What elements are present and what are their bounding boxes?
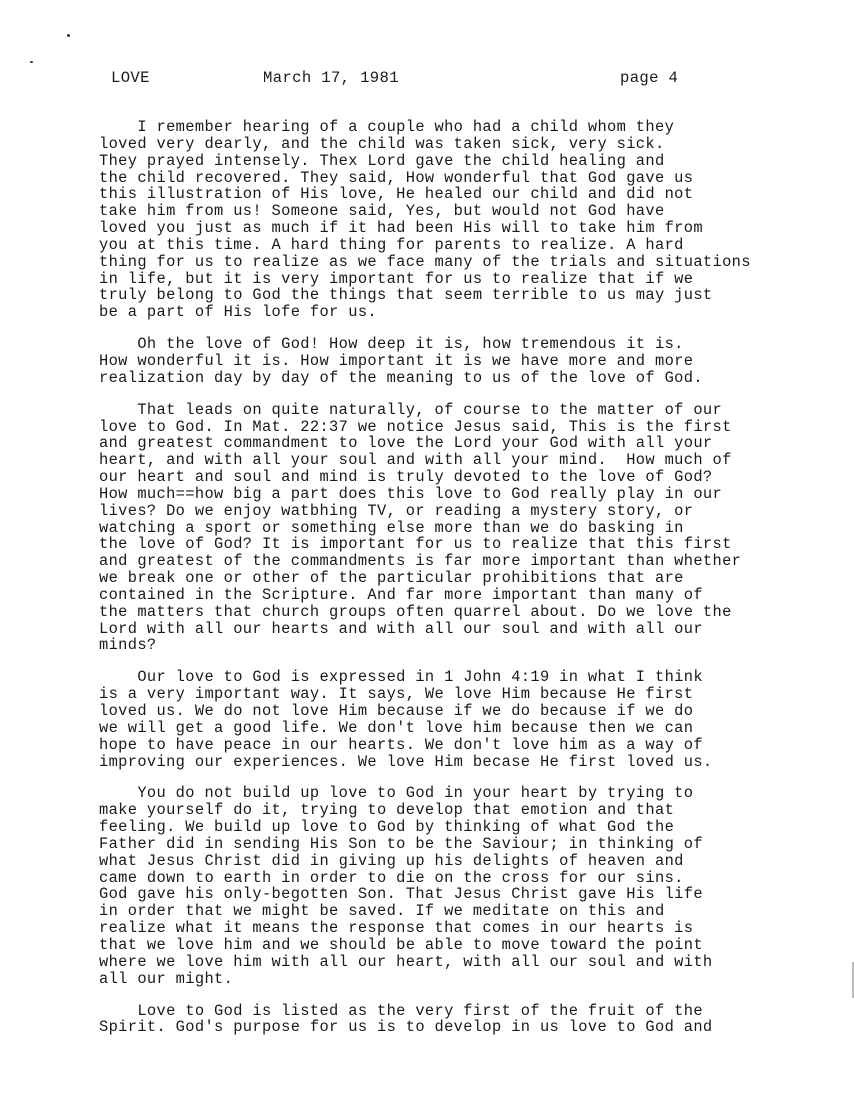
text-line: How wonderful it is. How important it is we have more and more (99, 351, 694, 370)
text-line: How much==how big a part does this love to God really play in our (99, 484, 723, 503)
text-line: feeling. We build up love to God by thinking of what God the (99, 818, 675, 837)
text-line: Lord with all our hearts and with all our soul and with all our (99, 619, 703, 638)
text-line: love to God. In Mat. 22:37 we notice Jesus said, This is the first (99, 417, 732, 436)
text-line: this illustration of His love, He healed our child and did not (99, 185, 694, 204)
text-line: and greatest of the commandments is far more important than whether (99, 552, 742, 571)
text-line: be a part of His lofe for us. (99, 303, 377, 322)
scan-speck (67, 34, 70, 37)
text-line: all our might. (99, 969, 234, 988)
text-line: Love to God is listed as the very first of the fruit of the (99, 1001, 703, 1020)
text-line: and greatest commandment to love the Lord your God with all your (99, 434, 713, 453)
text-line: improving our experiences. We love Him becase He first loved us. (99, 752, 713, 771)
text-line: what Jesus Christ did in giving up his delights of heaven and (99, 851, 684, 870)
paragraph (99, 402, 819, 655)
text-line: that we love him and we should be able to move toward the point (99, 935, 703, 954)
text-line: God gave his only-begotten Son. That Jesus Christ gave His life (99, 885, 703, 904)
text-line: came down to earth in order to die on the cross for our sins. (99, 868, 684, 887)
text-line: loved us. We do not love Him because if we do because if we do (99, 702, 694, 720)
text-line: where we love him with all our heart, with all our soul and with (99, 952, 713, 971)
text-line: Oh the love of God! How deep it is, how tremendous it is. (99, 335, 684, 354)
header-title: LOVE (111, 69, 150, 87)
text-line: Father did in sending His Son to be the Saviour; in thinking of (99, 834, 703, 853)
paragraph (99, 1003, 819, 1037)
text-line: the matters that church groups often quarrel about. Do we love the (99, 602, 732, 621)
text-line: you at this time. A hard thing for parents to realize. A hard (99, 235, 684, 254)
text-line: minds? (99, 636, 157, 655)
scan-speck (30, 61, 33, 63)
text-line: I remember hearing of a couple who had a child whom they (99, 118, 675, 136)
text-line: loved you just as much if it had been His will to take him from (99, 219, 703, 238)
text-line: watching a sport or something else more than we do basking in (99, 518, 684, 537)
text-line: That leads on quite naturally, of course to the matter of our (99, 400, 723, 419)
header-page-number: page 4 (620, 69, 679, 87)
text-line: thing for us to realize as we face many of the trials and situations (99, 252, 751, 271)
text-line: in order that we might be saved. If we meditate on this and (99, 902, 665, 921)
header-date: March 17, 1981 (263, 69, 399, 87)
paragraph (99, 119, 819, 321)
text-line: make yourself do it, trying to develop that emotion and that (99, 801, 675, 820)
paragraph (99, 336, 819, 387)
text-line: lives? Do we enjoy watbhing TV, or reading a mystery story, or (99, 501, 694, 520)
text-line: we break one or other of the particular prohibitions that are (99, 569, 684, 588)
text-line: in life, but it is very important for us to realize that if we (99, 269, 694, 288)
text-line: the love of God? It is important for us to realize that this first (99, 535, 732, 554)
text-line: is a very important way. It says, We love Him because He first (99, 685, 694, 704)
text-line: realize what it means the response that comes in our hearts is (99, 919, 694, 938)
paragraph (99, 785, 819, 987)
text-line: contained in the Scripture. And far more important than many of (99, 585, 703, 604)
text-line: hope to have peace in our hearts. We don't love him as a way of (99, 735, 703, 754)
text-line: heart, and with all your soul and with all your mind. How much of (99, 451, 732, 470)
text-line: take him from us! Someone said, Yes, but would not God have (99, 202, 665, 221)
document-body (99, 119, 819, 1051)
text-line: truly belong to God the things that seem terrible to us may just (99, 286, 713, 305)
text-line: loved very dearly, and the child was taken sick, very sick. (99, 134, 665, 153)
text-line: realization day by day of the meaning to us of the love of God. (99, 368, 703, 387)
text-line: You do not build up love to God in your heart by trying to (99, 784, 694, 803)
text-line: Our love to God is expressed in 1 John 4:19 in what I think (99, 668, 703, 687)
text-line: They prayed intensely. Thex Lord gave the child healing and (99, 151, 665, 170)
text-line: Spirit. God's purpose for us is to develop in us love to God and (99, 1018, 713, 1037)
text-line: we will get a good life. We don't love him because then we can (99, 718, 694, 737)
text-line: our heart and soul and mind is truly devoted to the love of God? (99, 468, 713, 487)
text-line: the child recovered. They said, How wonderful that God gave us (99, 168, 694, 187)
paragraph (99, 669, 819, 770)
